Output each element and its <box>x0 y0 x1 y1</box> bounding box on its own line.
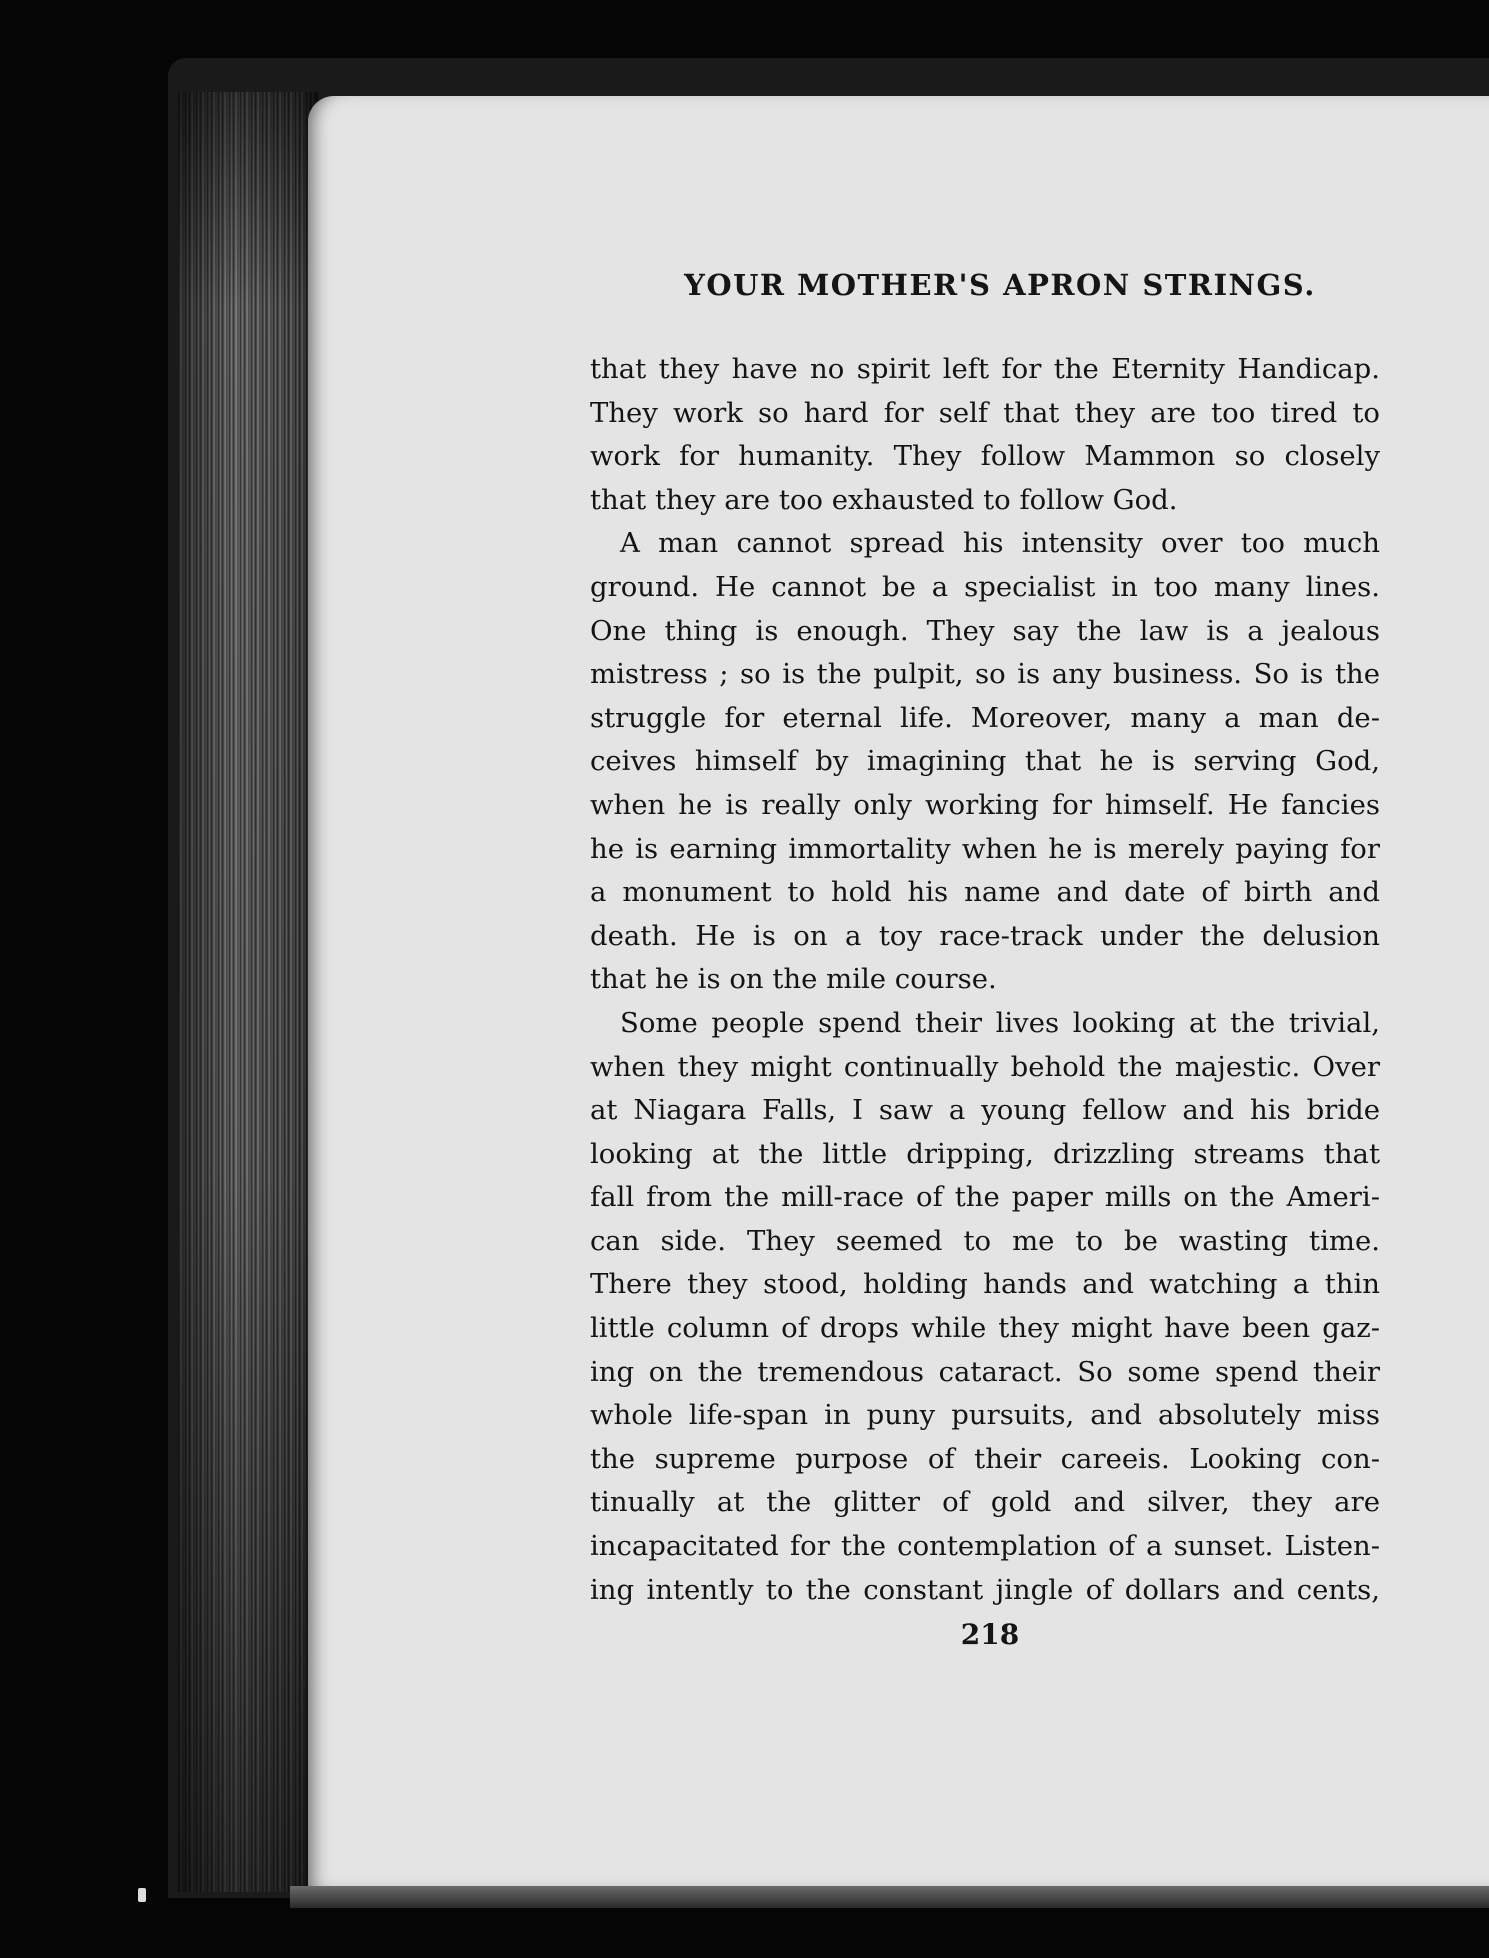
text-line: little column of drops while they might have been gaz- <box>590 1312 1380 1345</box>
text-line: fall from the mill-race of the paper mills on the Ameri- <box>590 1181 1380 1214</box>
text-line: can side. They seemed to me to be wasting time. <box>590 1224 1380 1257</box>
text-line: that he is on the mile course. <box>590 963 997 996</box>
text-line: incapacitated for the contemplation of a sunset. Listen- <box>590 1530 1380 1563</box>
text-line: One thing is enough. They say the law is a jealous <box>590 614 1380 647</box>
text-line: that they have no spirit left for the Eternity Handicap. <box>590 353 1380 385</box>
page-number: 218 <box>960 1618 1020 1651</box>
text-line: whole life-span in puny pursuits, and absolutely miss <box>590 1399 1380 1432</box>
text-line: struggle for eternal life. Moreover, many a man de- <box>590 701 1380 734</box>
body-text <box>590 348 1380 1612</box>
text-line: tinually at the glitter of gold and silver, they are <box>590 1486 1380 1519</box>
text-line: a monument to hold his name and date of birth and <box>590 876 1380 909</box>
text-line: There they stood, holding hands and watching a thin <box>590 1268 1380 1301</box>
text-line: the supreme purpose of their careeis. Looking con- <box>590 1442 1380 1475</box>
text-line: work for humanity. They follow Mammon so closely <box>590 440 1380 473</box>
text-line: Some people spend their lives looking at the trivial, <box>620 1006 1380 1039</box>
page-edges <box>178 92 318 1892</box>
text-line: he is earning immortality when he is merely paying for <box>590 832 1380 865</box>
text-line: ceives himself by imagining that he is serving God, <box>590 745 1380 778</box>
text-line: when he is really only working for himself. He fancies <box>590 788 1380 821</box>
text-line: when they might continually behold the majestic. Over <box>590 1050 1380 1083</box>
text-line: at Niagara Falls, I saw a young fellow and his bride <box>590 1094 1380 1127</box>
book-bottom-edge <box>290 1886 1489 1908</box>
text-line: A man cannot spread his intensity over too much <box>620 527 1380 560</box>
text-line: mistress ; so is the pulpit, so is any business. So is the <box>590 658 1380 691</box>
running-head: YOUR MOTHER'S APRON STRINGS. <box>684 268 1316 302</box>
text-line: ground. He cannot be a specialist in too many lines. <box>590 570 1380 603</box>
text-line: They work so hard for self that they are too tired to <box>590 396 1380 429</box>
text-line: ing intently to the constant jingle of dollars and cents, <box>590 1573 1380 1606</box>
text-line: ing on the tremendous cataract. So some spend their <box>590 1355 1380 1388</box>
scan-speck <box>138 1888 146 1902</box>
text-line: death. He is on a toy race-track under the delusion <box>590 919 1380 952</box>
text-line: that they are too exhausted to follow God. <box>590 483 1178 516</box>
text-line: looking at the little dripping, drizzling streams that <box>590 1137 1380 1170</box>
